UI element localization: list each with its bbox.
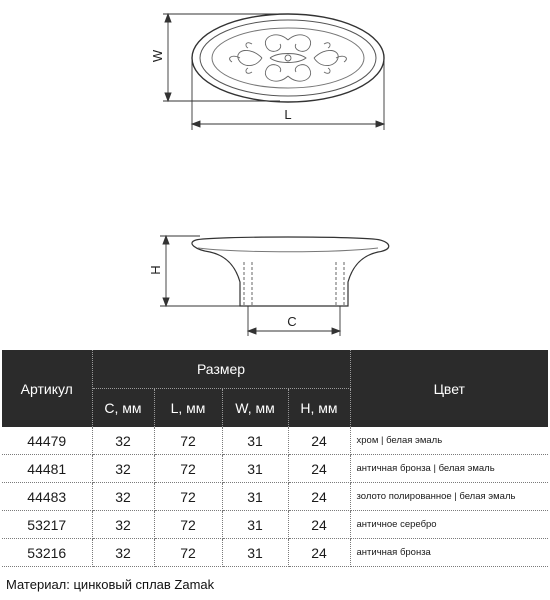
- l-cell: 72: [154, 539, 222, 567]
- c-column-header: C, мм: [92, 389, 154, 428]
- size-group-header: Размер: [92, 350, 350, 389]
- handle-outer-outline: [192, 14, 384, 102]
- color-cell: античное серебро: [350, 511, 548, 539]
- c-cell: 32: [92, 455, 154, 483]
- w-cell: 31: [222, 483, 288, 511]
- side-view-drawing: [0, 225, 550, 340]
- article-cell: 53217: [2, 511, 92, 539]
- article-cell: 44483: [2, 483, 92, 511]
- length-label: L: [284, 107, 292, 122]
- h-cell: 24: [288, 511, 350, 539]
- color-cell: золото полированное | белая эмаль: [350, 483, 548, 511]
- center-label: C: [287, 314, 297, 329]
- handle-profile-outline: [192, 237, 389, 306]
- table-row: [2, 455, 548, 483]
- table-row: [2, 483, 548, 511]
- w-cell: 31: [222, 539, 288, 567]
- handle-inner-outline: [200, 20, 376, 96]
- table-row: [2, 539, 548, 567]
- height-label: H: [148, 265, 163, 275]
- c-cell: 32: [92, 483, 154, 511]
- top-view-drawing: [0, 0, 550, 140]
- w-column-header: W, мм: [222, 389, 288, 428]
- filigree-ornament-icon: [230, 35, 347, 81]
- height-dimension-line: [160, 236, 240, 306]
- screw-hole-lines: [244, 262, 344, 306]
- w-cell: 31: [222, 511, 288, 539]
- l-cell: 72: [154, 483, 222, 511]
- specification-table: [2, 350, 548, 567]
- material-note: Материал: цинковый сплав Zamak: [6, 577, 215, 592]
- l-cell: 72: [154, 427, 222, 455]
- c-cell: 32: [92, 511, 154, 539]
- l-cell: 72: [154, 511, 222, 539]
- w-cell: 31: [222, 455, 288, 483]
- color-cell: античная бронза: [350, 539, 548, 567]
- color-header: Цвет: [350, 350, 548, 427]
- article-cell: 44481: [2, 455, 92, 483]
- article-header: Артикул: [2, 350, 92, 427]
- article-cell: 53216: [2, 539, 92, 567]
- h-cell: 24: [288, 539, 350, 567]
- l-cell: 72: [154, 455, 222, 483]
- width-label: W: [150, 49, 165, 63]
- h-cell: 24: [288, 455, 350, 483]
- width-dimension-line: [163, 14, 280, 101]
- l-column-header: L, мм: [154, 389, 222, 428]
- article-cell: 44479: [2, 427, 92, 455]
- h-cell: 24: [288, 483, 350, 511]
- c-cell: 32: [92, 539, 154, 567]
- enamel-insert-outline: [212, 28, 364, 88]
- table-row: [2, 427, 548, 455]
- table-row: [2, 511, 548, 539]
- h-cell: 24: [288, 427, 350, 455]
- w-cell: 31: [222, 427, 288, 455]
- color-cell: античная бронза | белая эмаль: [350, 455, 548, 483]
- h-column-header: H, мм: [288, 389, 350, 428]
- c-cell: 32: [92, 427, 154, 455]
- color-cell: хром | белая эмаль: [350, 427, 548, 455]
